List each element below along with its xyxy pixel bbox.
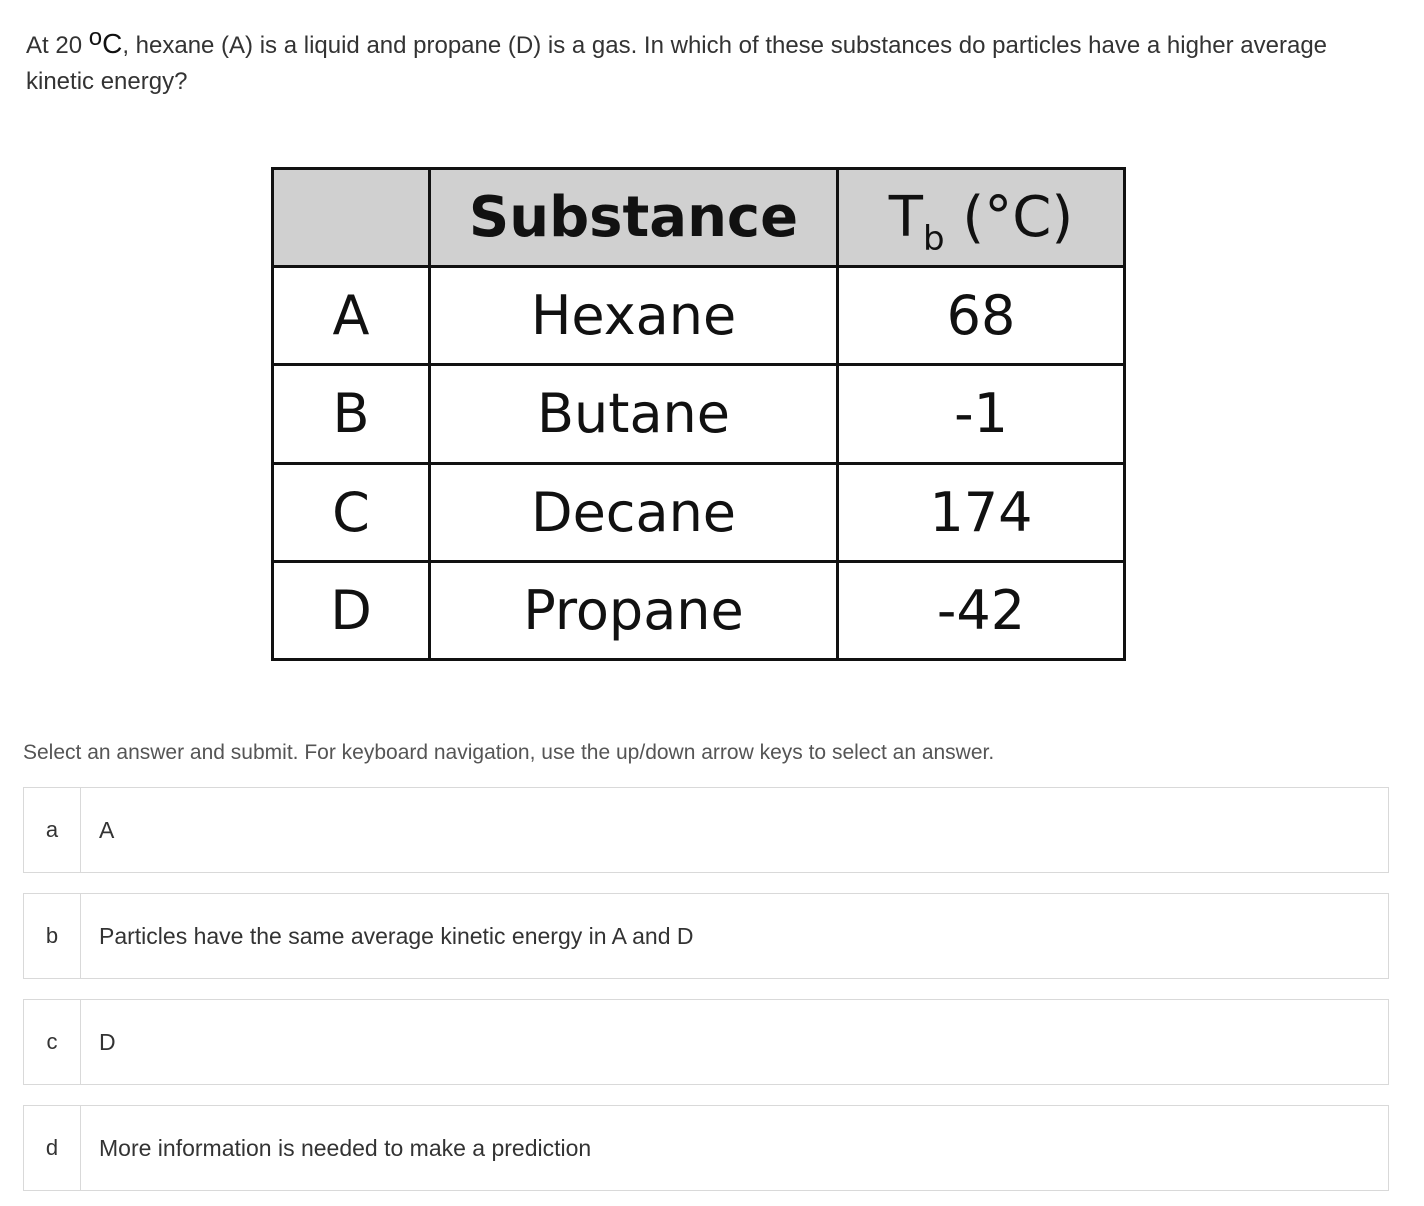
question-prefix: At 20 xyxy=(26,32,89,59)
row-boiling-point: 174 xyxy=(838,463,1125,561)
temperature-unit: C xyxy=(102,28,123,59)
header-boiling-point xyxy=(838,169,1125,267)
boiling-point-table xyxy=(271,167,1126,661)
boiling-point-table-image xyxy=(271,167,1123,661)
option-text: Particles have the same average kinetic energy in A and D xyxy=(99,922,694,949)
row-label: D xyxy=(273,561,430,659)
header-tb-unit: (°C) xyxy=(944,185,1074,251)
row-label: B xyxy=(273,365,430,463)
row-boiling-point: -42 xyxy=(838,561,1125,659)
option-letter: a xyxy=(24,788,81,872)
header-tb-main: T xyxy=(888,185,923,251)
table-row xyxy=(273,365,1125,463)
row-boiling-point: 68 xyxy=(838,267,1125,365)
option-letter: d xyxy=(24,1106,81,1190)
table-header-row xyxy=(273,169,1125,267)
option-text: A xyxy=(99,816,115,843)
row-substance: Butane xyxy=(430,365,838,463)
option-text: D xyxy=(99,1028,116,1055)
answer-option-a[interactable] xyxy=(23,787,1389,873)
table-row xyxy=(273,463,1125,561)
answer-option-b[interactable] xyxy=(23,893,1389,979)
answer-option-c[interactable] xyxy=(23,999,1389,1085)
header-tb-subscript: b xyxy=(923,219,945,260)
row-boiling-point: -1 xyxy=(838,365,1125,463)
option-letter: c xyxy=(24,1000,81,1084)
question-text xyxy=(26,26,1386,100)
row-label: A xyxy=(273,267,430,365)
answer-option-d[interactable] xyxy=(23,1105,1389,1191)
question-rest: , hexane (A) is a liquid and propane (D) is a gas. In which of these substances do particles have a higher average kinetic energy? xyxy=(26,32,1328,95)
header-blank xyxy=(273,169,430,267)
table-row xyxy=(273,561,1125,659)
answer-instructions: Select an answer and submit. For keyboard navigation, use the up/down arrow keys to select an answer. xyxy=(23,741,995,764)
row-label: C xyxy=(273,463,430,561)
option-text: More information is needed to make a prediction xyxy=(99,1134,592,1161)
table-row xyxy=(273,267,1125,365)
row-substance: Hexane xyxy=(430,267,838,365)
row-substance: Decane xyxy=(430,463,838,561)
header-substance: Substance xyxy=(430,169,838,267)
option-letter: b xyxy=(24,894,81,978)
degree-symbol: o xyxy=(88,24,103,51)
row-substance: Propane xyxy=(430,561,838,659)
